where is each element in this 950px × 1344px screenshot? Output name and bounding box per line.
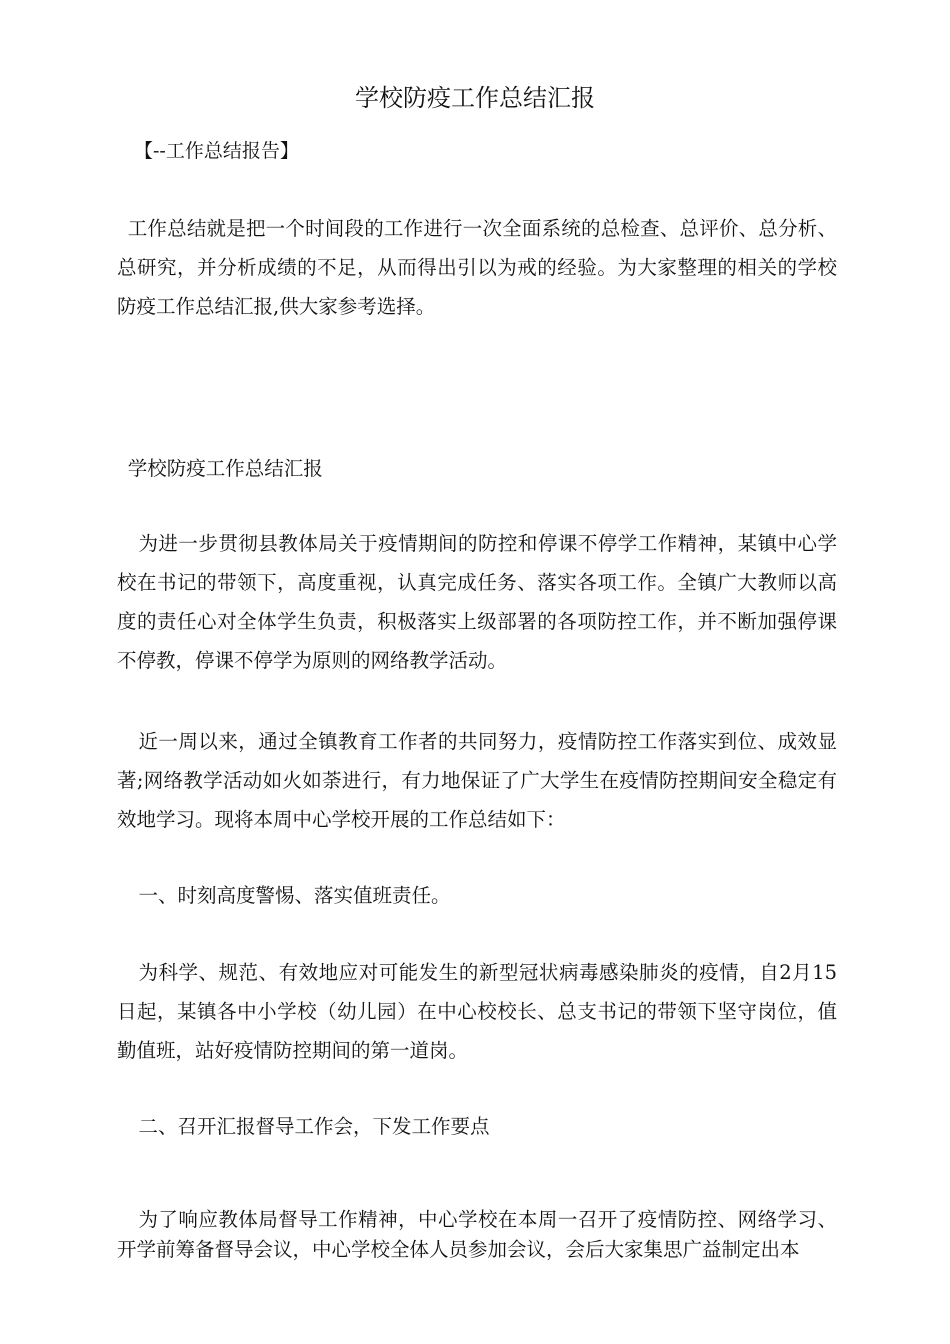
body-paragraph-1: 为进一步贯彻县教体局关于疫情期间的防控和停课不停学工作精神，某镇中心学校在书记的带领下，高度重视，认真完成任务、落实各项工作。全镇广大教师以高度的责任心对全体学生负责，积极落实上级部署的各项防控工作，并不断加强停课不停教，停课不停学为原则的网络教学活动。 — [117, 532, 837, 672]
body-paragraph-2: 近一周以来，通过全镇教育工作者的共同努力，疫情防控工作落实到位、成效显著;网络教学活动如火如荼进行，有力地保证了广大学生在疫情防控期间安全稳定有效地学习。现将本周中心学校开展的工作总结如下： — [117, 730, 837, 831]
intro-paragraph: 工作总结就是把一个时间段的工作进行一次全面系统的总检查、总评价、总分析、总研究，并分析成绩的不足，从而得出引以为戒的经验。为大家整理的相关的学校防疫工作总结汇报,供大家参考选择。 — [117, 217, 837, 318]
body-paragraph-3: 为科学、规范、有效地应对可能发生的新型冠状病毒感染肺炎的疫情，自2月15日起，某镇各中小学校（幼儿园）在中心校校长、总支书记的带领下坚守岗位，值勤值班，站好疫情防控期间的第一道岗。 — [117, 961, 837, 1062]
page-title: 学校防疫工作总结汇报 — [355, 84, 595, 112]
section-heading-2: 二、召开汇报督导工作会，下发工作要点 — [138, 1115, 490, 1138]
document-subtitle: 【--工作总结报告】 — [134, 140, 299, 162]
body-paragraph-4: 为了响应教体局督导工作精神，中心学校在本周一召开了疫情防控、网络学习、开学前筹备督导会议，中心学校全体人员参加会议，会后大家集思广益制定出本 — [117, 1208, 837, 1261]
section-title: 学校防疫工作总结汇报 — [127, 457, 323, 480]
section-heading-1: 一、时刻高度警惕、落实值班责任。 — [138, 884, 451, 907]
